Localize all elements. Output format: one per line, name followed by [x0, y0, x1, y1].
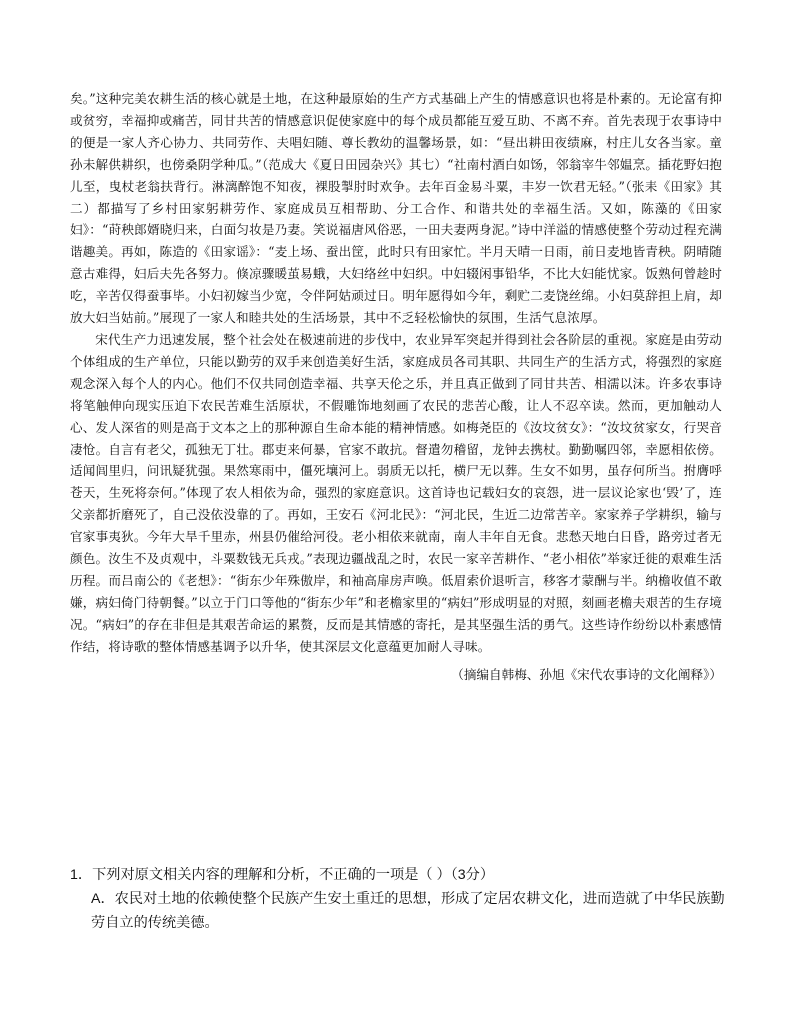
question-stem: 1．下列对原文相关内容的理解和分析，不正确的一项是（ ）（3分） [70, 867, 495, 883]
option-a-label: A． [91, 891, 115, 907]
question-1 [70, 863, 732, 935]
option-a[interactable] [70, 887, 732, 935]
article-body [70, 88, 722, 685]
article-paragraph-1: 矣。”这种完美农耕生活的核心就是土地，在这种最原始的生产方式基础上产生的情感意识也将是朴素的。无论富有抑或贫穷，幸福抑或痛苦，同甘共苦的情感意识促使家庭中的每个成员都能互爱互助、不离不弃。首先表现于农事诗中的便是一家人齐心协力、共同劳作、夫唱妇随、尊长教幼的温馨场景，如：“昼出耕田夜绩麻，村庄儿女各当家。童孙未解供耕织，也傍桑阴学种瓜。”（范成大《夏日田园杂兴》其七）“社南村酒白如饧，邻翁宰牛邻媪烹。插花野妇抱儿至，曳杖老翁扶背行。淋漓醉饱不知夜，裸股掣肘时欢争。去年百金易斗粟，丰岁一饮君无轻。”（张耒《田家》其二）都描写了乡村田家躬耕劳作、家庭成员互相帮助、分工合作、和谐共处的幸福生活。又如，陈藻的《田家妇》：“莳秧郎婿晓归来，白面匀妆是乃妻。笑说福唐风俗恶，一田夫妻两身泥。”诗中洋溢的情感使整个劳动过程充满谐趣美。再如，陈造的《田家谣》：“麦上场、蚕出筐，此时只有田家忙。半月天晴一日雨，前日麦地皆青秧。阴晴随意古难得，妇后夫先各努力。倏凉骤暖茧易蛾，大妇络丝中妇织。中妇辍闲事铅华，不比大妇能忧家。饭熟何曾趁时吃，辛苦仅得蚕事毕。小妇初嫁当少宽，令伴阿姑顽过日。明年愿得如今年，剩贮二麦饶丝绵。小妇莫辞担上肩，却放大妇当姑前。”展现了一家人和睦共处的生活场景，其中不乏轻松愉快的氛围，生活气息浓厚。 [70, 91, 722, 326]
option-a-text: 农民对土地的依赖使整个民族产生安土重迁的思想，形成了定居农耕文化，进而造就了中华民族勤劳自立的传统美德。 [91, 891, 725, 931]
article-source-citation: （摘编自韩梅、孙旭《宋代农事诗的文化阐释》） [451, 666, 722, 682]
article-paragraph-2: 宋代生产力迅速发展，整个社会处在极速前进的步伐中，农业异军突起并得到社会各阶层的重视。家庭是由劳动个体组成的生产单位，只能以勤劳的双手来创造美好生活，家庭成员各司其职、共同生产的生活方式，将强烈的家庭观念深入每个人的内心。他们不仅共同创造幸福、共享天伦之乐，并且真正做到了同甘共苦、相濡以沫。许多农事诗将笔触伸向现实压迫下农民苦难生活原状，不假雕饰地刻画了农民的悲苦心酸，让人不忍卒读。然而，更加触动人心、发人深省的则是高于文本之上的那种源自生命本能的精神情感。如梅尧臣的《汝坟贫女》：“汝坟贫家女，行哭音凄怆。自言有老父，孤独无丁壮。郡吏来何暴，官家不敢抗。督遣勿稽留，龙钟去携杖。勤勤嘱四邻，幸愿相依傍。适闻闾里归，问讯疑犹强。果然寒雨中，僵死壤河上。弱质无以托，横尸无以葬。生女不如男，虽存何所当。拊膺呼苍天，生死将奈何。”体现了农人相依为命，强烈的家庭意识。这首诗也记载妇女的哀怨，进一层议论家也‘毁’了，连父亲都折磨死了，自己没依没靠的了。再如，王安石《河北民》：“河北民，生近二边常苦辛。家家养子学耕织，输与官家事夷狄。今年大旱千里赤，州县仍催给河役。老小相依来就南，南人丰年自无食。悲愁天地白日昏，路旁过者无颜色。汝生不及贞观中，斗粟数钱无兵戎。”表现边疆战乱之时，农民一家辛苦耕作、“老小相依”举家迁徙的艰难生活历程。而吕南公的《老想》：“街东少年殊傲岸，和袖高扉房声唤。低眉索价退听言，移客才蒙酬与半。纳檐收值不敢嫌，病妇倚门待朝餐。”以立于门口等他的“街东少年”和老檐家里的“病妇”形成明显的对照，刻画老檐夫艰苦的生存境况。“病妇”的存在非但是其艰苦命运的累赘，反而是其情感的寄托，是其坚强生活的勇气。这些诗作纷纷以朴素感情作结，将诗歌的整体情感基调予以升华，使其深层文化意蕴更加耐人寻味。 [70, 331, 722, 654]
